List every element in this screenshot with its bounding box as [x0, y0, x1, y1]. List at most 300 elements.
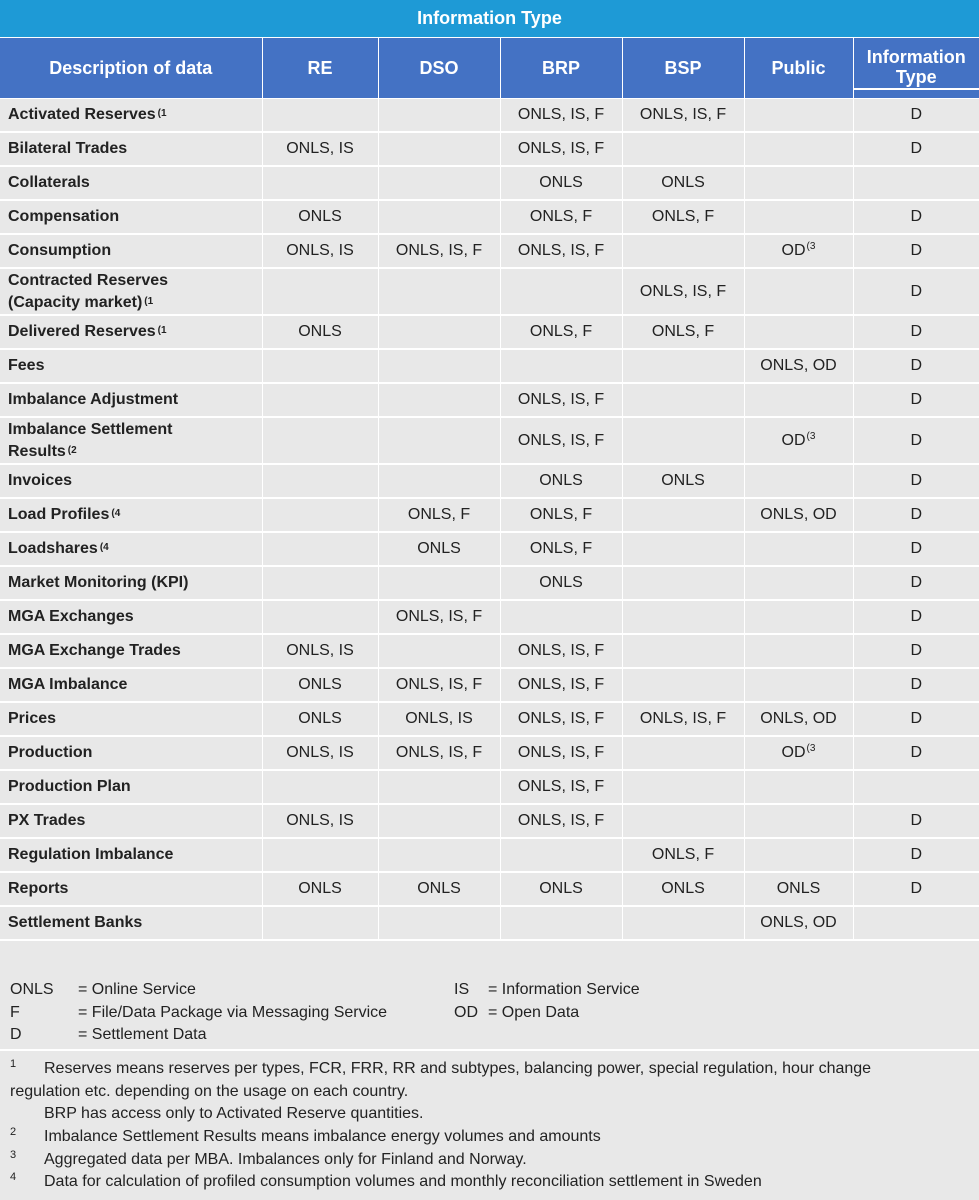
cell-public: [744, 736, 853, 770]
table-row: [0, 736, 979, 770]
cell-public: [744, 166, 853, 200]
legend-abbr: ONLS: [10, 981, 54, 998]
table-row: [0, 634, 979, 668]
cell-value: ONLS, IS, F: [517, 676, 605, 693]
cell-re: [262, 132, 378, 166]
cell-brp: [500, 166, 622, 200]
cell-value: ONLS, IS: [286, 242, 354, 259]
col-header-re: RE: [262, 38, 378, 99]
cell-description: [0, 566, 262, 600]
cell-value: ONLS, OD: [760, 506, 837, 523]
table-row: [0, 166, 979, 200]
cell-re: [262, 566, 378, 600]
table-row: [0, 383, 979, 417]
footnote-number: 2: [10, 1126, 17, 1138]
cell-information-type: [853, 566, 979, 600]
table-row: [0, 872, 979, 906]
cell-brp: [500, 99, 622, 133]
table-row: [0, 668, 979, 702]
footnote-text: Aggregated data per MBA. Imbalances only for Finland and Norway.: [44, 1151, 527, 1168]
cell-value: ONLS, F: [407, 506, 471, 523]
cell-value: ONLS, IS, F: [517, 812, 605, 829]
cell-re: [262, 906, 378, 940]
cell-value: ONLS, IS, F: [517, 431, 605, 449]
cell-bsp: [622, 349, 744, 383]
row-label: Imbalance Adjustment: [8, 391, 179, 408]
row-label: Contracted Reserves: [8, 271, 169, 289]
cell-public: [744, 804, 853, 838]
row-label: Consumption: [8, 242, 112, 259]
col-header-information-type: Information Type: [853, 38, 979, 99]
cell-information-type: [853, 464, 979, 498]
cell-information-type: [853, 668, 979, 702]
cell-description: [0, 736, 262, 770]
cell-value: ONLS, F: [651, 846, 715, 863]
cell-value: ONLS, IS, F: [517, 391, 605, 408]
cell-information-type: [853, 200, 979, 234]
cell-re: [262, 383, 378, 417]
cell-value: ONLS, IS, F: [517, 140, 605, 157]
cell-dso: [378, 702, 500, 736]
cell-re: [262, 770, 378, 804]
row-label: MGA Imbalance: [8, 676, 128, 693]
cell-public: [744, 566, 853, 600]
legend-item-f: [10, 1004, 388, 1022]
cell-brp: [500, 634, 622, 668]
table-row: [0, 417, 979, 464]
cell-description: [0, 634, 262, 668]
cell-description: [0, 872, 262, 906]
cell-information-type: [853, 498, 979, 532]
cell-brp: [500, 600, 622, 634]
cell-value: ONLS: [661, 880, 705, 897]
cell-public: [744, 99, 853, 133]
table-row: [0, 838, 979, 872]
col-header-bsp: BSP: [622, 38, 744, 99]
footnote-marker: (4: [99, 542, 109, 553]
cell-information-type: [853, 268, 979, 315]
cell-value: OD: [781, 431, 806, 449]
row-label: Loadshares: [8, 540, 98, 557]
row-label: Imbalance Settlement: [8, 420, 173, 438]
cell-description: [0, 383, 262, 417]
cell-value: ONLS: [539, 174, 583, 191]
legend-definition: = Information Service: [488, 981, 640, 998]
cell-public: [744, 872, 853, 906]
legend-abbr: OD: [454, 1004, 478, 1021]
cell-public: [744, 383, 853, 417]
cell-public: [744, 702, 853, 736]
cell-re: [262, 498, 378, 532]
table-row: [0, 702, 979, 736]
abbreviation-legend: [0, 974, 979, 1051]
cell-re: [262, 838, 378, 872]
cell-value: ONLS, IS, F: [395, 608, 483, 625]
cell-bsp: [622, 498, 744, 532]
cell-value: ONLS: [298, 676, 342, 693]
table-row: [0, 498, 979, 532]
cell-value: ONLS: [298, 208, 342, 225]
cell-re: [262, 268, 378, 315]
cell-information-type: [853, 770, 979, 804]
cell-bsp: [622, 417, 744, 464]
row-label: Activated Reserves: [8, 106, 156, 123]
cell-bsp: [622, 200, 744, 234]
cell-value: D: [910, 106, 923, 123]
cell-value: ONLS, IS, F: [639, 106, 727, 123]
cell-information-type: [853, 872, 979, 906]
cell-dso: [378, 498, 500, 532]
cell-re: [262, 804, 378, 838]
cell-information-type: [853, 906, 979, 940]
footnote-text: BRP has access only to Activated Reserve quantities.: [44, 1105, 424, 1122]
cell-value: ONLS, IS: [286, 642, 354, 659]
cell-public: [744, 532, 853, 566]
row-label: Fees: [8, 357, 45, 374]
cell-brp: [500, 268, 622, 315]
cell-brp: [500, 464, 622, 498]
cell-information-type: [853, 383, 979, 417]
cell-bsp: [622, 906, 744, 940]
cell-description: [0, 804, 262, 838]
table-row: [0, 770, 979, 804]
cell-description: [0, 349, 262, 383]
cell-brp: [500, 804, 622, 838]
row-label: MGA Exchanges: [8, 608, 134, 625]
cell-value: ONLS, IS, F: [639, 282, 727, 300]
cell-brp: [500, 668, 622, 702]
footnote-marker: (2: [67, 444, 77, 456]
cell-value: D: [910, 846, 923, 863]
cell-brp: [500, 349, 622, 383]
cell-value: ONLS: [539, 472, 583, 489]
legend-definition: = Open Data: [488, 1004, 580, 1021]
cell-value: ONLS, IS: [405, 710, 473, 727]
cell-brp: [500, 736, 622, 770]
footnote-marker: (1: [157, 108, 167, 119]
cell-value: D: [910, 208, 923, 225]
cell-re: [262, 234, 378, 268]
cell-brp: [500, 417, 622, 464]
cell-value: D: [910, 323, 923, 340]
footnote-number: 1: [10, 1058, 17, 1070]
cell-brp: [500, 872, 622, 906]
cell-bsp: [622, 872, 744, 906]
row-label: Reports: [8, 880, 69, 897]
cell-description: [0, 200, 262, 234]
table-row: [0, 464, 979, 498]
cell-re: [262, 464, 378, 498]
cell-information-type: [853, 417, 979, 464]
cell-re: [262, 99, 378, 133]
cell-value: ONLS: [661, 174, 705, 191]
cell-information-type: [853, 736, 979, 770]
cell-dso: [378, 464, 500, 498]
cell-value: D: [910, 812, 923, 829]
cell-re: [262, 200, 378, 234]
cell-bsp: [622, 532, 744, 566]
row-label-line2: (Capacity market): [8, 293, 143, 311]
cell-re: [262, 702, 378, 736]
cell-value: ONLS: [417, 540, 461, 557]
cell-public: [744, 770, 853, 804]
cell-dso: [378, 906, 500, 940]
legend-item-onls: [10, 981, 196, 999]
legend-item-od: [454, 1004, 580, 1022]
cell-value: D: [910, 242, 923, 259]
cell-dso: [378, 99, 500, 133]
legend-abbr: IS: [454, 981, 470, 998]
cell-public: [744, 268, 853, 315]
row-label: Settlement Banks: [8, 914, 143, 931]
col-header-dso: DSO: [378, 38, 500, 99]
cell-value: D: [910, 506, 923, 523]
cell-re: [262, 872, 378, 906]
cell-value: D: [910, 391, 923, 408]
cell-value: OD: [781, 744, 806, 761]
cell-public: [744, 234, 853, 268]
cell-value: ONLS, IS, F: [517, 242, 605, 259]
cell-information-type: [853, 600, 979, 634]
row-label: MGA Exchange Trades: [8, 642, 181, 659]
cell-description: [0, 906, 262, 940]
row-label: Invoices: [8, 472, 73, 489]
cell-dso: [378, 268, 500, 315]
col-header-public: Public: [744, 38, 853, 99]
cell-public: [744, 417, 853, 464]
cell-brp: [500, 906, 622, 940]
cell-information-type: [853, 166, 979, 200]
cell-information-type: [853, 132, 979, 166]
cell-dso: [378, 132, 500, 166]
cell-value: D: [910, 540, 923, 557]
row-label: Compensation: [8, 208, 120, 225]
legend-definition: = Settlement Data: [78, 1026, 207, 1043]
footnote-marker: (4: [111, 508, 121, 519]
row-label: Production Plan: [8, 778, 131, 795]
cell-value: ONLS: [539, 880, 583, 897]
cell-public: [744, 349, 853, 383]
cell-dso: [378, 566, 500, 600]
cell-dso: [378, 600, 500, 634]
cell-information-type: [853, 349, 979, 383]
footnote-number: 3: [10, 1149, 17, 1161]
cell-description: [0, 234, 262, 268]
cell-re: [262, 634, 378, 668]
footnote-text: regulation etc. depending on the usage on each country.: [10, 1083, 409, 1100]
cell-bsp: [622, 804, 744, 838]
cell-bsp: [622, 268, 744, 315]
cell-dso: [378, 872, 500, 906]
cell-re: [262, 736, 378, 770]
table-row: [0, 566, 979, 600]
cell-brp: [500, 383, 622, 417]
cell-information-type: [853, 634, 979, 668]
table-body: [0, 99, 979, 941]
cell-re: [262, 417, 378, 464]
cell-brp: [500, 498, 622, 532]
cell-description: [0, 838, 262, 872]
cell-value: ONLS: [539, 574, 583, 591]
cell-value: D: [910, 574, 923, 591]
footnote-marker: (3: [806, 743, 816, 754]
footnote-text: Imbalance Settlement Results means imbalance energy volumes and amounts: [44, 1128, 601, 1145]
cell-value: ONLS, OD: [760, 914, 837, 931]
cell-description: [0, 417, 262, 464]
cell-value: ONLS, IS, F: [395, 744, 483, 761]
cell-description: [0, 99, 262, 133]
cell-value: ONLS, IS, F: [517, 710, 605, 727]
cell-public: [744, 668, 853, 702]
cell-dso: [378, 770, 500, 804]
cell-value: ONLS, IS, F: [517, 106, 605, 123]
cell-dso: [378, 838, 500, 872]
cell-re: [262, 600, 378, 634]
cell-brp: [500, 566, 622, 600]
cell-value: ONLS, IS, F: [517, 642, 605, 659]
cell-description: [0, 315, 262, 349]
row-label: Market Monitoring (KPI): [8, 574, 189, 591]
footnote-marker: (1: [144, 295, 154, 307]
cell-dso: [378, 200, 500, 234]
cell-public: [744, 838, 853, 872]
cell-bsp: [622, 166, 744, 200]
row-label: Production: [8, 744, 93, 761]
cell-brp: [500, 770, 622, 804]
cell-value: ONLS, F: [529, 323, 593, 340]
footnote-text: Reserves means reserves per types, FCR, FRR, RR and subtypes, balancing power, special regulation, hour change: [44, 1060, 872, 1077]
table-row: [0, 532, 979, 566]
cell-description: [0, 268, 262, 315]
cell-description: [0, 132, 262, 166]
cell-re: [262, 315, 378, 349]
legend-abbr: F: [10, 1004, 20, 1021]
cell-bsp: [622, 838, 744, 872]
footnote-number: 4: [10, 1171, 17, 1183]
row-label: Load Profiles: [8, 506, 110, 523]
cell-bsp: [622, 315, 744, 349]
cell-value: ONLS, OD: [760, 710, 837, 727]
cell-re: [262, 166, 378, 200]
cell-value: ONLS: [298, 880, 342, 897]
cell-dso: [378, 315, 500, 349]
cell-public: [744, 498, 853, 532]
cell-value: ONLS, IS, F: [639, 710, 727, 727]
footnote-text: Data for calculation of profiled consumption volumes and monthly reconciliation settlement in Sweden: [44, 1173, 762, 1190]
row-label: Bilateral Trades: [8, 140, 128, 157]
cell-description: [0, 166, 262, 200]
cell-value: ONLS, IS, F: [517, 744, 605, 761]
cell-information-type: [853, 804, 979, 838]
cell-value: D: [910, 744, 923, 761]
cell-description: [0, 600, 262, 634]
cell-value: ONLS, IS, F: [395, 242, 483, 259]
cell-brp: [500, 838, 622, 872]
cell-value: ONLS, OD: [760, 357, 837, 374]
cell-re: [262, 668, 378, 702]
cell-bsp: [622, 566, 744, 600]
cell-bsp: [622, 770, 744, 804]
table-row: [0, 234, 979, 268]
cell-value: ONLS, F: [651, 208, 715, 225]
cell-value: ONLS, F: [529, 208, 593, 225]
header-row: [0, 38, 979, 99]
cell-dso: [378, 234, 500, 268]
cell-dso: [378, 634, 500, 668]
footnote-marker: (3: [806, 430, 816, 442]
cell-dso: [378, 166, 500, 200]
cell-bsp: [622, 634, 744, 668]
cell-brp: [500, 234, 622, 268]
cell-value: ONLS, F: [651, 323, 715, 340]
cell-value: D: [910, 472, 923, 489]
col-header-brp: BRP: [500, 38, 622, 99]
cell-value: ONLS, IS: [286, 744, 354, 761]
cell-bsp: [622, 668, 744, 702]
cell-description: [0, 668, 262, 702]
cell-description: [0, 464, 262, 498]
cell-value: ONLS: [661, 472, 705, 489]
cell-information-type: [853, 532, 979, 566]
table-row: [0, 200, 979, 234]
cell-public: [744, 634, 853, 668]
legend-definition: = Online Service: [78, 981, 196, 998]
cell-bsp: [622, 234, 744, 268]
cell-value: D: [910, 357, 923, 374]
cell-value: ONLS: [298, 323, 342, 340]
cell-bsp: [622, 702, 744, 736]
cell-public: [744, 600, 853, 634]
cell-value: ONLS: [417, 880, 461, 897]
legend-item-is: [454, 981, 640, 999]
cell-value: D: [910, 608, 923, 625]
cell-brp: [500, 132, 622, 166]
cell-value: ONLS, IS: [286, 140, 354, 157]
cell-value: D: [910, 431, 923, 449]
cell-value: D: [910, 710, 923, 727]
table-row: [0, 315, 979, 349]
cell-public: [744, 132, 853, 166]
cell-description: [0, 770, 262, 804]
cell-brp: [500, 200, 622, 234]
cell-dso: [378, 349, 500, 383]
cell-information-type: [853, 838, 979, 872]
cell-value: D: [910, 642, 923, 659]
cell-dso: [378, 804, 500, 838]
cell-value: ONLS, F: [529, 540, 593, 557]
col-header-description: Description of data: [0, 38, 262, 99]
cell-information-type: [853, 234, 979, 268]
cell-bsp: [622, 736, 744, 770]
information-type-table: [0, 38, 979, 941]
table-row: [0, 600, 979, 634]
cell-value: D: [910, 880, 923, 897]
cell-dso: [378, 532, 500, 566]
row-label: Prices: [8, 710, 57, 727]
cell-bsp: [622, 132, 744, 166]
legend-definition: = File/Data Package via Messaging Service: [78, 1004, 388, 1021]
table-row: [0, 99, 979, 133]
cell-information-type: [853, 99, 979, 133]
cell-re: [262, 532, 378, 566]
cell-information-type: [853, 702, 979, 736]
cell-value: D: [910, 676, 923, 693]
row-label: PX Trades: [8, 812, 86, 829]
cell-value: ONLS: [298, 710, 342, 727]
cell-public: [744, 906, 853, 940]
cell-bsp: [622, 464, 744, 498]
footnote-marker: (3: [806, 241, 816, 252]
